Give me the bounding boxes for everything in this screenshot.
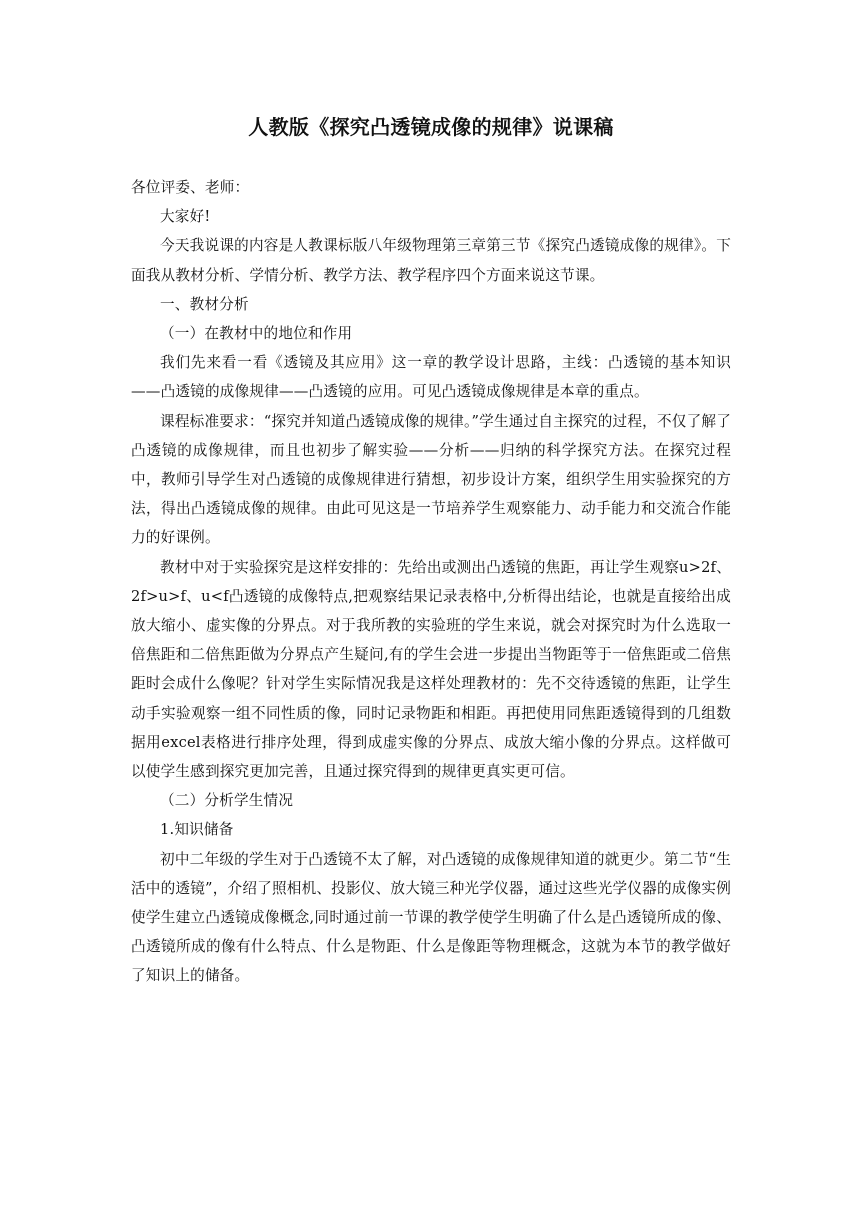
paragraph-curriculum-standard: 课程标准要求：“探究并知道凸透镜成像的规律。”学生通过自主探究的过程，不仅了解了凸透镜的成像规律，而且也初步了解实验——分析——归纳的科学探究方法。在探究过程中，教师引导学生对凸透镜的成像规律进行猜想，初步设计方案，组织学生用实验探究的方法，得出凸透镜成像的规律。由此可见这是一节培养学生观察能力、动手能力和交流合作能力的好课例。 (131, 412, 731, 547)
document-body (131, 112, 731, 991)
document-title: 人教版《探究凸透镜成像的规律》说课稿 (248, 115, 614, 139)
paragraph-knowledge-reserve: 初中二年级的学生对于凸透镜不太了解，对凸透镜的成像规律知道的就更少。第二节“生活中的透镜”，介绍了照相机、投影仪、放大镜三种光学仪器，通过这些光学仪器的成像实例使学生建立凸透镜成像概念,同时通过前一节课的教学使学生明确了什么是凸透镜所成的像、凸透镜所成的像有什么特点、什么是物距、什么是像距等物理概念，这就为本节的教学做好了知识上的储备。 (131, 850, 731, 985)
salutation: 各位评委、老师： (131, 179, 250, 196)
section-heading-textbook-analysis: 一、教材分析 (160, 295, 249, 313)
subsection-heading-position-role: （一）在教材中的地位和作用 (160, 325, 353, 343)
greeting: 大家好! (160, 208, 211, 226)
subheading-knowledge-reserve: 1.知识储备 (160, 821, 234, 839)
intro-paragraph: 今天我说课的内容是人教课标版八年级物理第三章第三节《探究凸透镜成像的规律》。下面我从教材分析、学情分析、教学方法、教学程序四个方面来说这节课。 (131, 237, 731, 284)
paragraph-chapter-design: 我们先来看一看《透镜及其应用》这一章的教学设计思路，主线：凸透镜的基本知识——凸透镜的成像规律——凸透镜的应用。可见凸透镜成像规律是本章的重点。 (131, 354, 731, 401)
subsection-heading-student-analysis: （二）分析学生情况 (160, 792, 294, 810)
paragraph-textbook-arrangement: 教材中对于实验探究是这样安排的：先给出或测出凸透镜的焦距，再让学生观察u>2f、2f>u>f、u<f凸透镜的成像特点,把观察结果记录表格中,分析得出结论，也就是直接给出成放大缩小、虚实像的分界点。对于我所教的实验班的学生来说，就会对探究时为什么选取一倍焦距和二倍焦距做为分界点产生疑问,有的学生会进一步提出当物距等于一倍焦距或二倍焦距时会成什么像呢？针对学生实际情况我是这样处理教材的：先不交待透镜的焦距，让学生动手实验观察一组不同性质的像，同时记录物距和相距。再把使用同焦距透镜得到的几组数据用excel表格进行排序处理，得到成虚实像的分界点、成放大缩小像的分界点。这样做可以使学生感到探究更加完善，且通过探究得到的规律更真实更可信。 (131, 558, 731, 781)
